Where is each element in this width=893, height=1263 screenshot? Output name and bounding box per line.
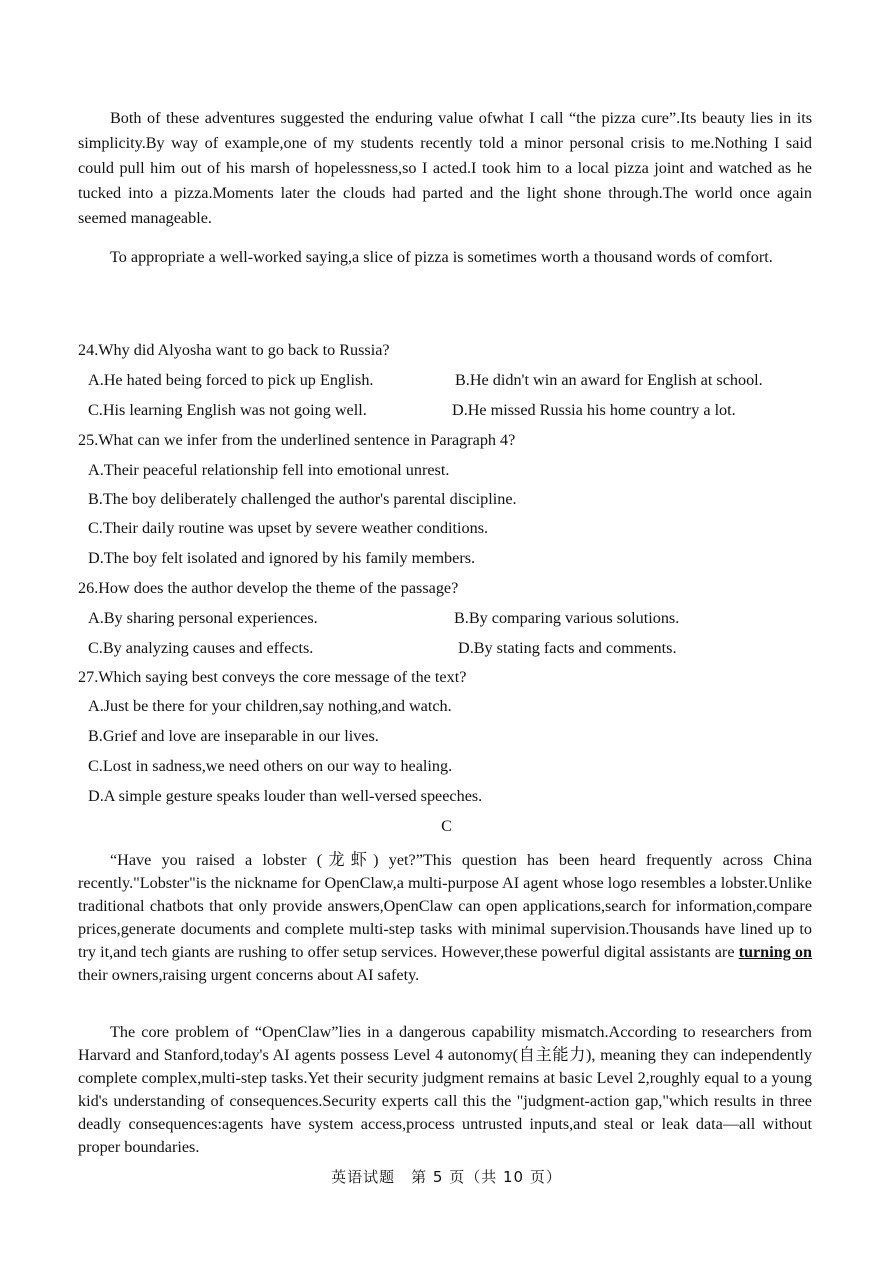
question-24-option-b: B.He didn't win an award for English at school.	[455, 371, 763, 389]
section-c-paragraph-1	[78, 849, 812, 987]
question-24-option-c: C.His learning English was not going well.	[88, 401, 367, 419]
question-26-option-b: B.By comparing various solutions.	[454, 609, 680, 627]
section-c-paragraph-1-tail: their owners,raising urgent concerns about AI safety.	[78, 966, 420, 984]
question-25-option-b: B.The boy deliberately challenged the author's parental discipline.	[88, 490, 517, 508]
question-24-option-a: A.He hated being forced to pick up English.	[88, 371, 374, 389]
question-27-option-b: B.Grief and love are inseparable in our lives.	[88, 727, 379, 745]
question-26-option-d: D.By stating facts and comments.	[458, 639, 677, 657]
section-c-paragraph-1-text: “Have you raised a lobster (龙虾) yet?”This question has been heard frequently across China recently."Lobster"is the nickname for OpenClaw,a multi-purpose AI agent whose logo resembles a lobster.Unlike traditional chatbots that only provide answers,OpenClaw can open applications,search for information,compare prices,generate documents and complete multi-step tasks with minimal supervision.Thousands have lined up to try it,and tech giants are rushing to offer setup services. However,these powerful digital assistants are	[78, 851, 812, 961]
question-25-option-a: A.Their peaceful relationship fell into emotional unrest.	[88, 461, 450, 479]
question-27-stem: 27.Which saying best conveys the core message of the text?	[78, 668, 467, 686]
passage-b-paragraph-1: Both of these adventures suggested the enduring value ofwhat I call “the pizza cure”.Its beauty lies in its simplicity.By way of example,one of my students recently told a minor personal crisis to me.Nothing I said could pull him out of his marsh of hopelessness,so I acted.I took him to a local pizza joint and watched as he tucked into a pizza.Moments later the clouds had parted and the light shone through.The world once again seemed manageable.	[78, 109, 812, 227]
question-26-option-a: A.By sharing personal experiences.	[88, 609, 318, 627]
passage-b-paragraph-2: To appropriate a well-worked saying,a slice of pizza is sometimes worth a thousand words of comfort.	[110, 248, 773, 266]
question-26-stem: 26.How does the author develop the theme of the passage?	[78, 579, 459, 597]
question-27-option-d: D.A simple gesture speaks louder than well-versed speeches.	[88, 787, 483, 805]
section-c-paragraph-2: The core problem of “OpenClaw”lies in a dangerous capability mismatch.According to researchers from Harvard and Stanford,today's AI agents possess Level 4 autonomy(自主能力), meaning they can independently complete complex,multi-step tasks.Yet their security judgment remains at basic Level 2,roughly equal to a young kid's understanding of consequences.Security experts call this the "judgment-action gap,"which results in three deadly consequences:agents have system access,process untrusted inputs,and steal or leak data—all without proper boundaries.	[78, 1023, 812, 1156]
question-24-stem: 24.Why did Alyosha want to go back to Russia?	[78, 341, 390, 359]
page-footer: 英语试题 第 5 页（共 10 页）	[331, 1168, 562, 1186]
question-24-option-d: D.He missed Russia his home country a lot.	[452, 401, 736, 419]
question-27-option-c: C.Lost in sadness,we need others on our way to healing.	[88, 757, 453, 775]
underlined-phrase: turning on	[738, 943, 812, 961]
section-c-label: C	[441, 817, 452, 835]
question-27-option-a: A.Just be there for your children,say nothing,and watch.	[88, 697, 452, 715]
question-26-option-c: C.By analyzing causes and effects.	[88, 639, 314, 657]
question-25-option-c: C.Their daily routine was upset by severe weather conditions.	[88, 519, 489, 537]
question-25-option-d: D.The boy felt isolated and ignored by his family members.	[88, 549, 476, 567]
question-25-stem: 25.What can we infer from the underlined sentence in Paragraph 4?	[78, 431, 516, 449]
